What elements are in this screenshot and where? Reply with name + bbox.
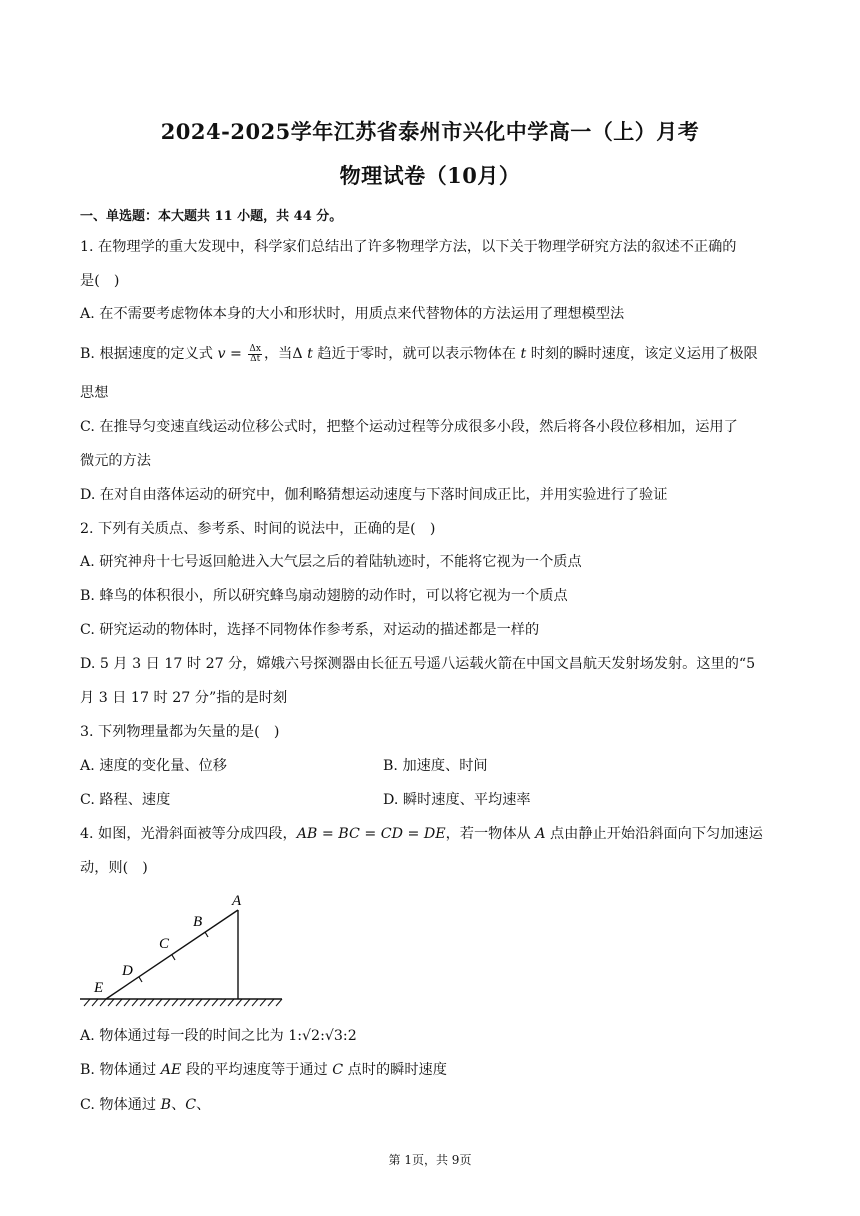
- q2-option-d-line2: 月 3 日 17 时 27 分”指的是时刻: [80, 690, 288, 706]
- label-e: E: [94, 980, 104, 996]
- q4-c-c: C: [185, 1097, 197, 1113]
- tick-c: [172, 955, 175, 960]
- q4-b-mid: 段的平均速度等于通过: [181, 1062, 333, 1078]
- q4-stem-post: ，若一物体从: [445, 826, 536, 842]
- q1-b-num: Δx: [249, 343, 261, 354]
- q4-b-ae: AE: [160, 1062, 182, 1078]
- exam-title-line2: 物理试卷（10月）: [339, 163, 521, 188]
- q2-option-c: C. 研究运动的物体时，选择不同物体作参考系，对运动的描述都是一样的: [80, 622, 540, 638]
- q4-stem-pre: 4. 如图，光滑斜面被等分成四段，: [80, 826, 297, 842]
- q2-stem: 2. 下列有关质点、参考系、时间的说法中，正确的是( ): [80, 521, 436, 537]
- q4-stem-point-a: A: [535, 826, 546, 842]
- q1-stem-line1: 1. 在物理学的重大发现中，科学家们总结出了许多物理学方法，以下关于物理学研究方法的叙述不正确的: [80, 239, 737, 255]
- q1-b-den: Δt: [250, 353, 261, 364]
- q1-b-t: t: [307, 346, 313, 362]
- q4-option-a: A. 物体通过每一段的时间之比为 1:√2:√3:2: [80, 1028, 357, 1044]
- q1-option-c-line1: C. 在推导匀变速直线运动位移公式时，把整个运动过程等分成很多小段，然后将各小段位移相加，运用了: [80, 419, 738, 435]
- q4-option-c: [80, 1094, 210, 1114]
- label-c: C: [159, 936, 170, 952]
- q1-b-t2: t: [520, 346, 527, 362]
- q1-b-v: v: [217, 346, 226, 362]
- incline-figure: [78, 888, 284, 1010]
- q1-b-post2: 时刻的瞬时速度，该定义运用了极限: [526, 346, 758, 362]
- q1-stem-line2: 是( ): [80, 273, 120, 289]
- q3-option-b: B. 加速度、时间: [383, 758, 488, 774]
- q4-c-sep2: 、: [196, 1097, 211, 1113]
- q1-option-c-line2: 微元的方法: [80, 453, 151, 469]
- q4-stem-line1: [80, 823, 763, 843]
- q3-option-d: D. 瞬时速度、平均速率: [383, 792, 531, 808]
- q1-b-eq: =: [225, 346, 247, 362]
- tick-d: [139, 977, 142, 982]
- q1-b-mid: ，当Δ: [263, 346, 308, 362]
- q2-option-b: B. 蜂鸟的体积很小，所以研究蜂鸟扇动翅膀的动作时，可以将它视为一个质点: [80, 588, 568, 604]
- q4-b-pre: B. 物体通过: [80, 1062, 161, 1078]
- q4-stem-post2: 点由静止开始沿斜面向下匀加速运: [545, 826, 763, 842]
- q4-stem-equation: AB = BC = CD = DE: [296, 826, 446, 842]
- q4-c-sep1: 、: [171, 1097, 186, 1113]
- label-a: A: [232, 893, 242, 909]
- q4-stem-line2: 动，则( ): [80, 860, 148, 876]
- section-heading: 一、单选题：本大题共 11 小题，共 44 分。: [80, 209, 343, 224]
- incline-line: [106, 910, 238, 999]
- q1-option-b: [80, 343, 758, 364]
- q1-b-post1: 趋近于零时，就可以表示物体在: [312, 346, 521, 362]
- q4-b-c: C: [332, 1062, 344, 1078]
- q4-b-post: 点时的瞬时速度: [343, 1062, 447, 1078]
- q1-b-pre: B. 根据速度的定义式: [80, 346, 218, 362]
- ground-hatching: [84, 999, 282, 1006]
- q1-b-fraction: [248, 345, 262, 364]
- q3-option-a: A. 速度的变化量、位移: [80, 758, 227, 774]
- q1-option-d: D. 在对自由落体运动的研究中，伽利略猜想运动速度与下落时间成正比，并用实验进行了验证: [80, 487, 668, 503]
- q4-c-pre: C. 物体通过: [80, 1097, 161, 1113]
- q4-c-b: B: [160, 1097, 172, 1113]
- q4-option-b: [80, 1059, 447, 1079]
- q3-stem: 3. 下列物理量都为矢量的是( ): [80, 724, 280, 740]
- tick-b: [205, 932, 208, 937]
- label-b: B: [193, 914, 203, 930]
- q2-option-d-line1: D. 5 月 3 日 17 时 27 分，嫦娥六号探测器由长征五号遥八运载火箭在中国文昌航天发射场发射。这里的“5: [80, 656, 756, 672]
- label-d: D: [122, 963, 133, 979]
- q2-option-a: A. 研究神舟十七号返回舱进入大气层之后的着陆轨迹时，不能将它视为一个质点: [80, 554, 582, 570]
- exam-title-line1: 2024-2025学年江苏省泰州市兴化中学高一（上）月考: [160, 119, 700, 144]
- q3-option-c: C. 路程、速度: [80, 792, 171, 808]
- q1-option-a: A. 在不需要考虑物体本身的大小和形状时，用质点来代替物体的方法运用了理想模型法: [80, 306, 625, 322]
- q1-option-b-line2: 思想: [80, 385, 109, 401]
- page-footer: 第 1页，共 9页: [388, 1153, 472, 1167]
